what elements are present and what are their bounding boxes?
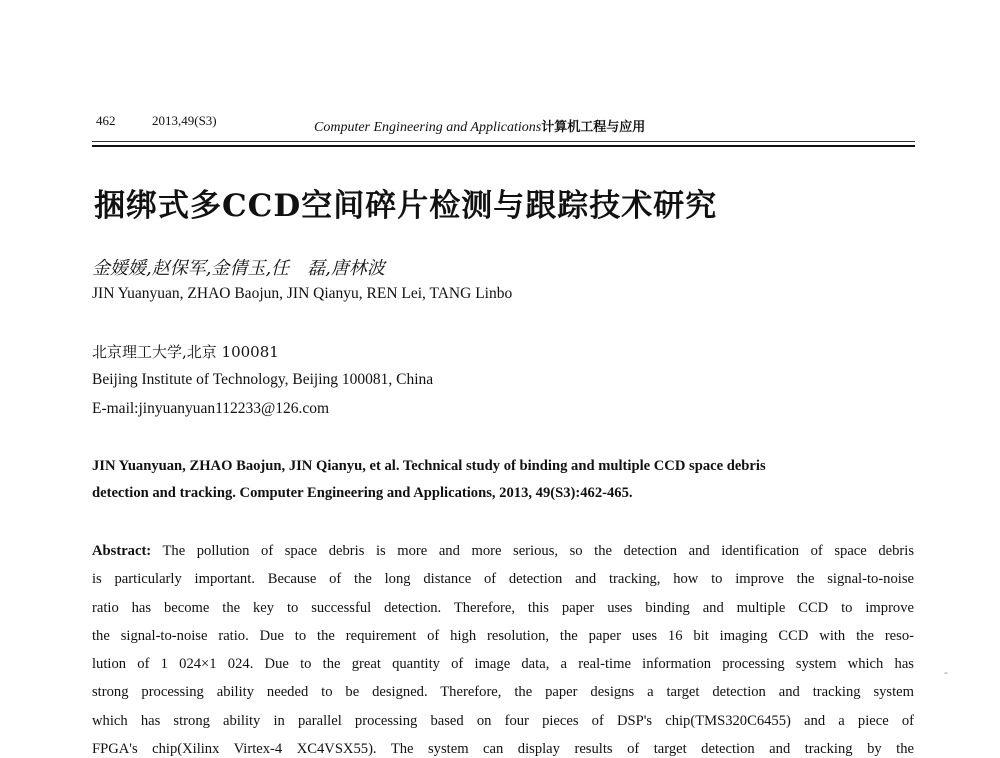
header-journal-cn: 计算机工程与应用 <box>541 120 646 135</box>
citation-line-2: detection and tracking. Computer Engineering and Applications, 2013, 49(S3):462-465. <box>92 485 633 501</box>
abstract-line-4: the signal-to-noise ratio. Due to the requirement of high resolution, the paper uses 16 bit imaging CCD with the reso- <box>92 628 914 644</box>
header-rule-thick <box>92 145 915 147</box>
abstract-line-3: ratio has become the key to successful detection. Therefore, this paper uses binding and multiple CCD to improve <box>92 600 914 616</box>
authors-cn: 金媛媛,赵保军,金倩玉,任 磊,唐林波 <box>92 258 385 279</box>
abstract-line-1 <box>92 543 914 560</box>
abstract-line-5: lution of 1 024×1 024. Due to the great quantity of image data, a real-time information processing system which has <box>92 656 914 672</box>
margin-mark: - <box>944 665 948 679</box>
authors-en: JIN Yuanyuan, ZHAO Baojun, JIN Qianyu, REN Lei, TANG Linbo <box>92 285 513 302</box>
author-email: E-mail:jinyuanyuan112233@126.com <box>92 400 330 417</box>
abstract-text-1: The pollution of space debris is more and more serious, so the detection and identification of space debris <box>151 543 914 559</box>
header-page-number: 462 <box>96 113 116 128</box>
header-rule-thin <box>92 141 915 142</box>
header-journal <box>314 116 645 136</box>
header-year-volume: 2013,49(S3) <box>152 113 217 128</box>
citation-line-1: JIN Yuanyuan, ZHAO Baojun, JIN Qianyu, et al. Technical study of binding and multiple CCD space debris <box>92 458 766 474</box>
header-journal-en: Computer Engineering and Applications <box>314 120 542 135</box>
affiliation-en: Beijing Institute of Technology, Beijing 100081, China <box>92 371 434 388</box>
abstract-line-2: is particularly important. Because of the long distance of detection and tracking, how to improve the signal-to-noise <box>92 571 914 587</box>
abstract-line-7: which has strong ability in parallel processing based on four pieces of DSP's chip(TMS320C6455) and a piece of <box>92 713 914 729</box>
abstract-line-8: FPGA's chip(Xilinx Virtex-4 XC4VSX55). The system can display results of target detection and tracking by the <box>92 741 914 757</box>
paper-title-cn: 捆绑式多CCD空间碎片检测与跟踪技术研究 <box>94 188 718 224</box>
abstract-line-6: strong processing ability needed to be designed. Therefore, the paper designs a target detection and tracking system <box>92 684 914 700</box>
abstract-label: Abstract: <box>92 543 152 559</box>
affiliation-cn: 北京理工大学,北京 100081 <box>92 343 279 361</box>
